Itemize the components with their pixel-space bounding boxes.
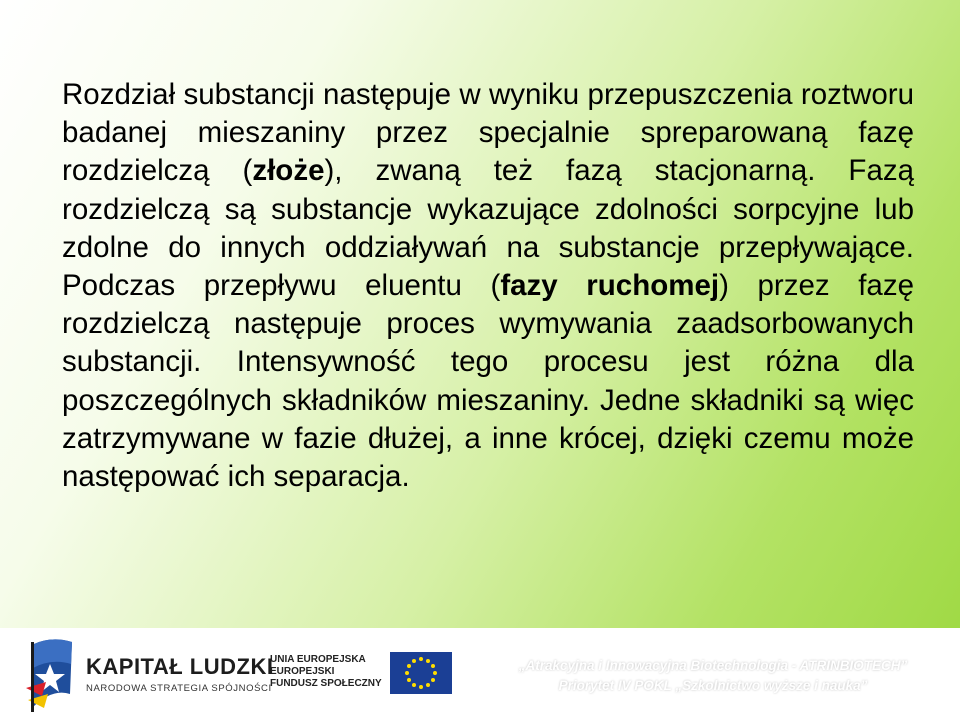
body-text-part-1: Rozdział substancji następuje w wyniku przepuszczenia roztworu badanej mieszaniny przez specjalnie spreparowaną fazę rozdzielczą (: [62, 78, 914, 188]
project-priority-line: Priorytet IV POKL „Szkolnictwo wyższe i nauka”: [558, 678, 868, 693]
footer-logos: [8, 632, 460, 718]
project-title-line: „Atrakcyjna i Innowacyjna Biotechnologia - ATRINBIOTECH”: [518, 658, 908, 673]
body-text-part-2: ), zwaną też fazą stacjonarną. Fazą rozdzielczą są substancje wykazujące zdolności sorpcyjne lub zdolne do innych oddziaływań na substancje przepływające. Podczas przepływu eluentu (: [62, 154, 915, 303]
term-fazy-ruchomej: fazy ruchomej: [500, 269, 720, 303]
ue-line-3: FUNDUSZ SPOŁECZNY: [270, 678, 382, 689]
ue-efs-caption: [270, 654, 382, 690]
body-paragraph: [62, 76, 914, 496]
ue-line-2: EUROPEJSKI: [270, 666, 335, 677]
body-text-part-3: ) przez fazę rozdzielczą następuje proces wymywania zaadsorbowanych substancji. Intensywność tego procesu jest różna dla poszczególnych składników mieszaniny. Jedne składniki są więc zatrzymywane w fazie dłużej, a inne krócej, dzięki czemu może następować ich separacja.: [62, 269, 914, 494]
kapital-ludzki-subtitle: NARODOWA STRATEGIA SPÓJNOŚCI: [86, 683, 272, 694]
ue-line-1: UNIA EUROPEJSKA: [270, 654, 366, 665]
term-zloze: złoże: [252, 154, 325, 188]
project-caption: [474, 656, 952, 696]
eu-flag-icon: [390, 652, 452, 694]
kapital-ludzki-logo-icon: [24, 634, 82, 714]
kapital-ludzki-title: KAPITAŁ LUDZKI: [86, 654, 274, 679]
